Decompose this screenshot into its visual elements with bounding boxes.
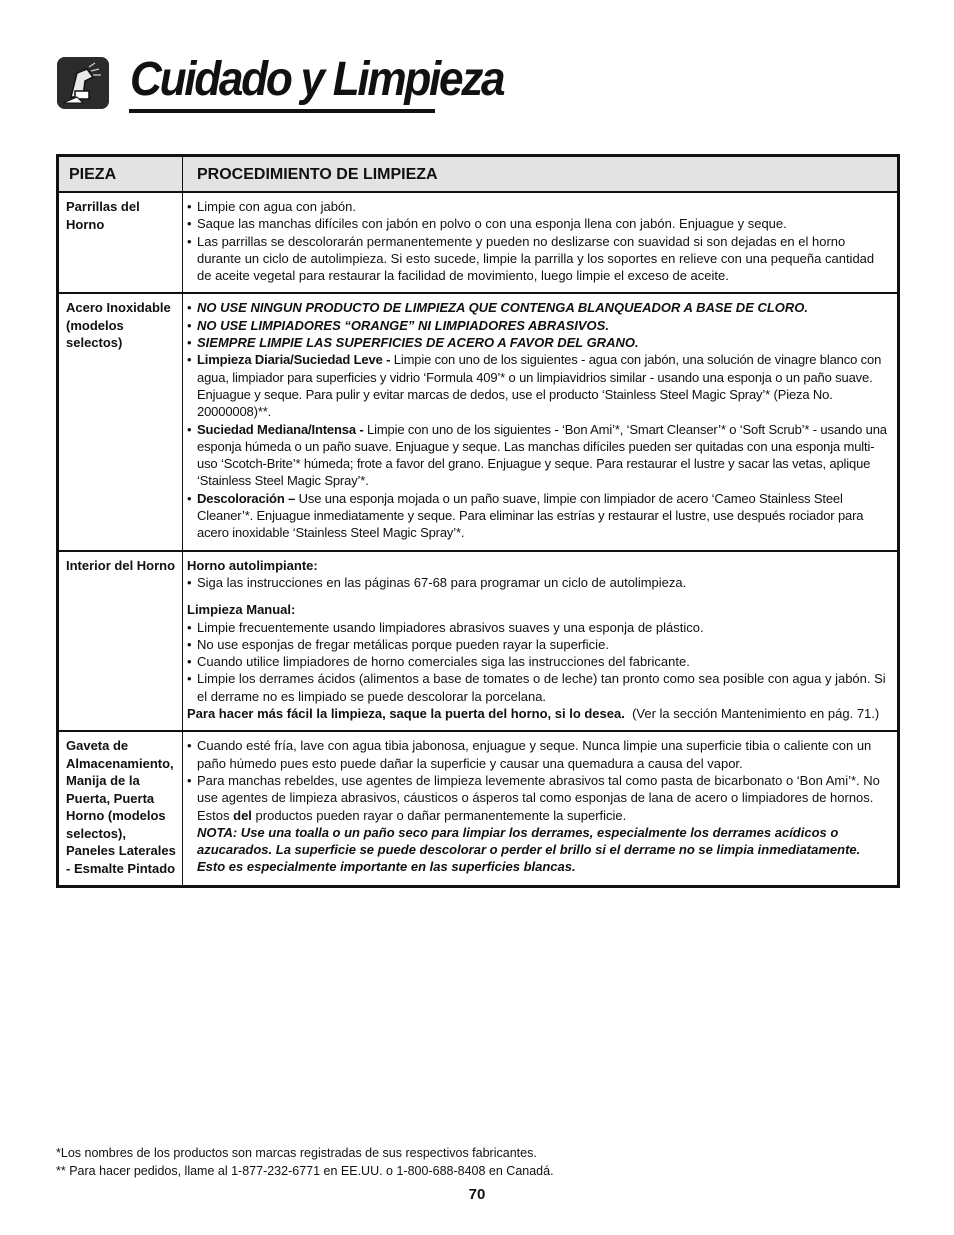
row-procedure	[183, 552, 897, 731]
page-number: 70	[468, 1186, 486, 1203]
table-row	[59, 550, 897, 731]
list-item: • No use esponjas de fregar metálicas porque pueden rayar la superficie.	[187, 636, 891, 653]
list-item: • Cuando esté fría, lave con agua tibia jabonosa, enjuague y seque. Nunca limpie una superficie tibia o caliente con un paño húmedo pues esto puede dañar la superficie y causar una quemadura a causa del vapor.	[187, 737, 891, 772]
warning-item: • NO USE NINGUN PRODUCTO DE LIMPIEZA QUE CONTENGA BLANQUEADOR A BASE DE CLORO.	[187, 299, 891, 316]
list-item: • Limpie los derrames ácidos (alimentos a base de tomates o de leche) tan pronto como sea posible con agua y jabón. Si el derrame no es limpiado se puede descolorar la porcelana.	[187, 670, 891, 705]
list-item: • Cuando utilice limpiadores de horno comerciales siga las instrucciones del fabricante.	[187, 653, 891, 670]
subsection-title: Horno autolimpiante:	[187, 557, 318, 573]
door-removal-tip: Para hacer más fácil la limpieza, saque la puerta del horno, si lo desea. (Ver la sección Mantenimiento en pág. 71.)	[187, 706, 880, 722]
column-header-pieza: PIEZA	[59, 157, 183, 191]
table-row	[59, 730, 897, 885]
row-pieza-label: Acero Inoxidable (modelos selectos)	[59, 294, 183, 549]
note-text: NOTA: Use una toalla o un paño seco para limpiar los derrames, especialmente los derrames acídicos o azucarados. La superficie se puede descolorar o perder el brillo si el derrame no se limpia inmediatamente. Esto es especialmente importante en las superficies blancas.	[197, 824, 861, 875]
footnote-ordering: ** Para hacer pedidos, llame al 1-877-232-6771 en EE.UU. o 1-800-688-8408 en Canadá.	[56, 1164, 554, 1178]
warning-item: • SIEMPRE LIMPIE LAS SUPERFICIES DE ACERO A FAVOR DEL GRANO.	[187, 334, 891, 351]
list-item: • Limpie frecuentemente usando limpiadores abrasivos suaves y una esponja de plástico.	[187, 619, 891, 636]
table-header-row	[59, 157, 897, 191]
table-row	[59, 292, 897, 549]
row-procedure	[183, 732, 897, 885]
cleaning-spray-icon	[57, 57, 109, 109]
footnote-trademarks: *Los nombres de los productos son marcas registradas de sus respectivos fabricantes.	[56, 1146, 537, 1160]
title-underline	[129, 109, 435, 113]
list-item: • Saque las manchas difíciles con jabón en polvo o con una esponja llena con jabón. Enjuague y seque.	[187, 215, 891, 232]
row-pieza-label: Parrillas del Horno	[59, 193, 183, 292]
row-procedure	[183, 193, 897, 292]
subsection-title: Limpieza Manual:	[187, 602, 296, 618]
page-title: Cuidado y Limpieza	[130, 53, 504, 106]
warning-item: • NO USE LIMPIADORES “ORANGE” NI LIMPIADORES ABRASIVOS.	[187, 317, 891, 334]
list-item: • Suciedad Mediana/Intensa - Limpie con uno de los siguientes - ‘Bon Ami’*, ‘Smart Cleanser’* o ‘Soft Scrub’* - usando una esponja húmeda o un paño suave. Enjuague y seque. Las manchas difíciles pueden ser quitadas con una esponja multi-uso ‘Scotch-Brite’* húmeda; frote a favor del grano. Enjuague y seque. Para restaurar el lustre y sacar las vetas, aplique ‘Stainless Steel Magic Spray’*.	[187, 421, 891, 490]
row-pieza-label: Interior del Horno	[59, 552, 183, 731]
list-item: • Limpieza Diaria/Suciedad Leve - Limpie con uno de los siguientes - agua con jabón, una solución de vinagre blanco con agua, limpiador para superficies y vidrio ‘Formula 409’* o un limpiavidrios similar - usando una esponja o un paño suave. Enjuague y seque. Para pulir y evitar marcas de dedos, use el producto ‘Stainless Steel Magic Spray’* (Pieza No. 20000008)**.	[187, 351, 891, 420]
column-header-procedimiento: PROCEDIMIENTO DE LIMPIEZA	[197, 166, 438, 183]
list-item: • Limpie con agua con jabón.	[187, 198, 891, 215]
list-item: • Descoloración – Use una esponja mojada o un paño suave, limpie con limpiador de acero ‘Cameo Stainless Steel Cleaner’*. Enjuague inmediatamente y seque. Para eliminar las estrías y restaurar el lustre, use después rociador para acero inoxidable ‘Stainless Steel Magic Spray’*.	[187, 490, 891, 542]
list-item: • Las parrillas se descolorarán permanentemente y pueden no deslizarse con suavidad si son dejadas en el horno durante un ciclo de autolimpieza. Si esto sucede, limpie la parrilla y los soportes en relieve con una pequeña cantidad de aceite vegetal para restaurar la facilidad de movimiento, luego limpie el exceso de aceite.	[187, 233, 891, 285]
cleaning-table	[56, 154, 900, 888]
table-row	[59, 191, 897, 292]
row-pieza-label: Gaveta de Almacenamiento, Manija de la Puerta, Puerta Horno (modelos selectos), Paneles Laterales - Esmalte Pintado	[59, 732, 183, 885]
list-item: • Siga las instrucciones en las páginas 67-68 para programar un ciclo de autolimpieza.	[187, 574, 891, 591]
list-item: • Para manchas rebeldes, use agentes de limpieza levemente abrasivos tal como pasta de bicarbonato o ‘Bon Ami’*. No use agentes de limpieza abrasivos, cáusticos o ásperos tal como esponjas de lana de acero o limpiadores de hornos. Estos del productos pueden rayar o dañar permanentemente la superficie.	[187, 772, 891, 824]
row-procedure	[183, 294, 897, 549]
